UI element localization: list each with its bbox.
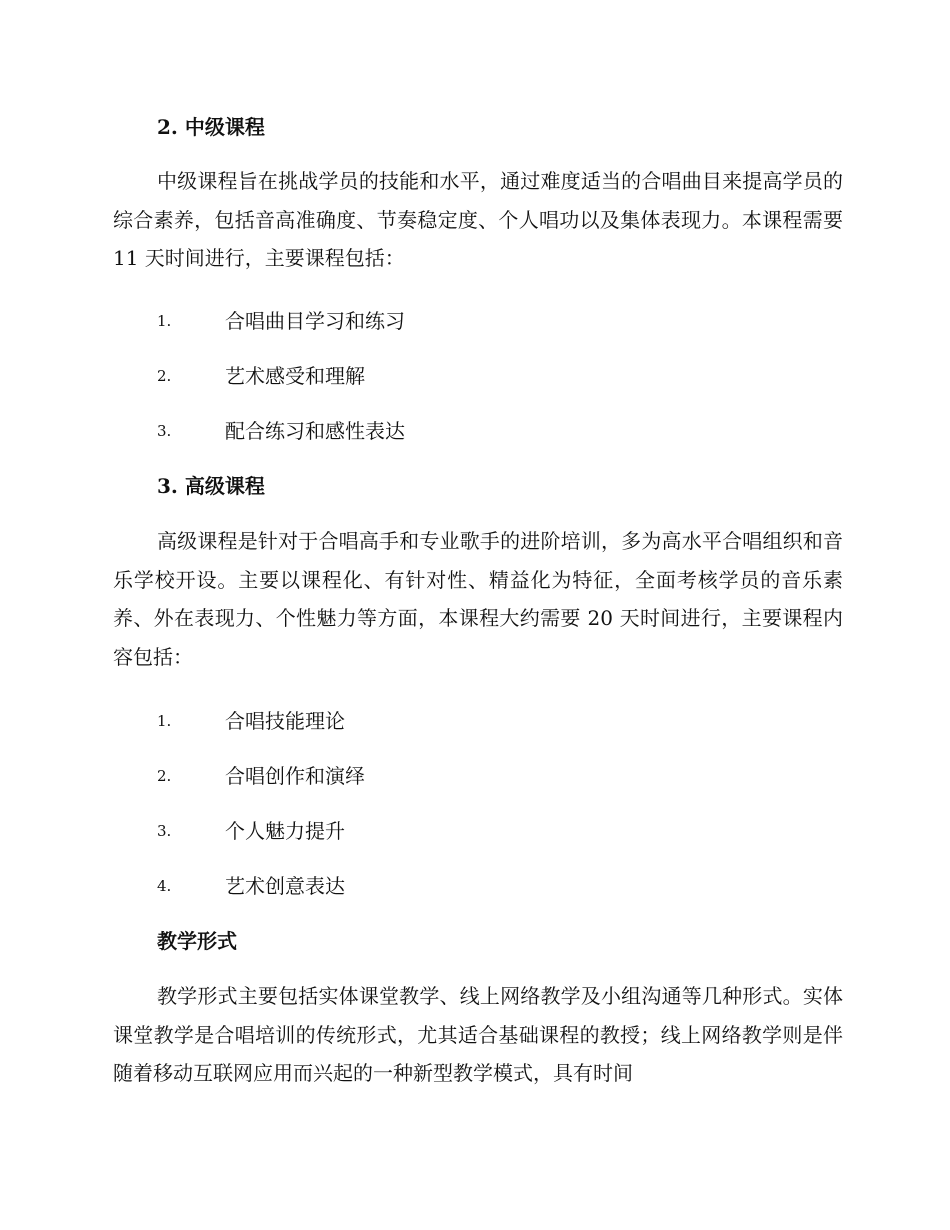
paragraph-intermediate: 中级课程旨在挑战学员的技能和水平，通过难度适当的合唱曲目来提高学员的综合素养，包括音高准确度、节奏稳定度、个人唱功以及集体表现力。本课程需要 11 天时间进行，主要课程包括： (113, 169, 843, 270)
list-item-text: 合唱曲目学习和练习 (225, 309, 405, 333)
paragraph-teaching: 教学形式主要包括实体课堂教学、线上网络教学及小组沟通等几种形式。实体课堂教学是合唱培训的传统形式，尤其适合基础课程的教授；线上网络教学则是伴随着移动互联网应用而兴起的一种新型教学模式，具有时间 (113, 984, 843, 1085)
list-item (157, 417, 405, 445)
paragraph-advanced: 高级课程是针对于合唱高手和专业歌手的进阶培训，多为高水平合唱组织和音乐学校开设。主要以课程化、有针对性、精益化为特征，全面考核学员的音乐素养、外在表现力、个性魅力等方面，本课程大约需要 20 天时间进行，主要课程内容包括： (113, 529, 843, 669)
list-item-text: 个人魅力提升 (225, 819, 345, 843)
list-item-number: 1. (157, 712, 172, 730)
list-item-number: 2. (157, 367, 172, 385)
list-item-number: 2. (157, 767, 172, 785)
list-item (157, 362, 365, 390)
list-item (157, 872, 345, 900)
list-item (157, 762, 365, 790)
section-heading-teaching: 教学形式 (157, 929, 237, 953)
list-item-number: 4. (157, 877, 172, 895)
list-item (157, 307, 405, 335)
list-item-text: 合唱技能理论 (225, 709, 345, 733)
list-item (157, 817, 345, 845)
list-item-text: 艺术感受和理解 (225, 364, 365, 388)
section-heading-advanced: 3. 高级课程 (157, 474, 265, 498)
list-item-number: 3. (157, 822, 172, 840)
list-item-number: 3. (157, 422, 172, 440)
list-item-text: 配合练习和感性表达 (225, 419, 405, 443)
list-item-text: 艺术创意表达 (225, 874, 345, 898)
list-item-text: 合唱创作和演绎 (225, 764, 365, 788)
list-item-number: 1. (157, 312, 172, 330)
list-item (157, 707, 345, 735)
section-heading-intermediate: 2. 中级课程 (157, 115, 265, 139)
